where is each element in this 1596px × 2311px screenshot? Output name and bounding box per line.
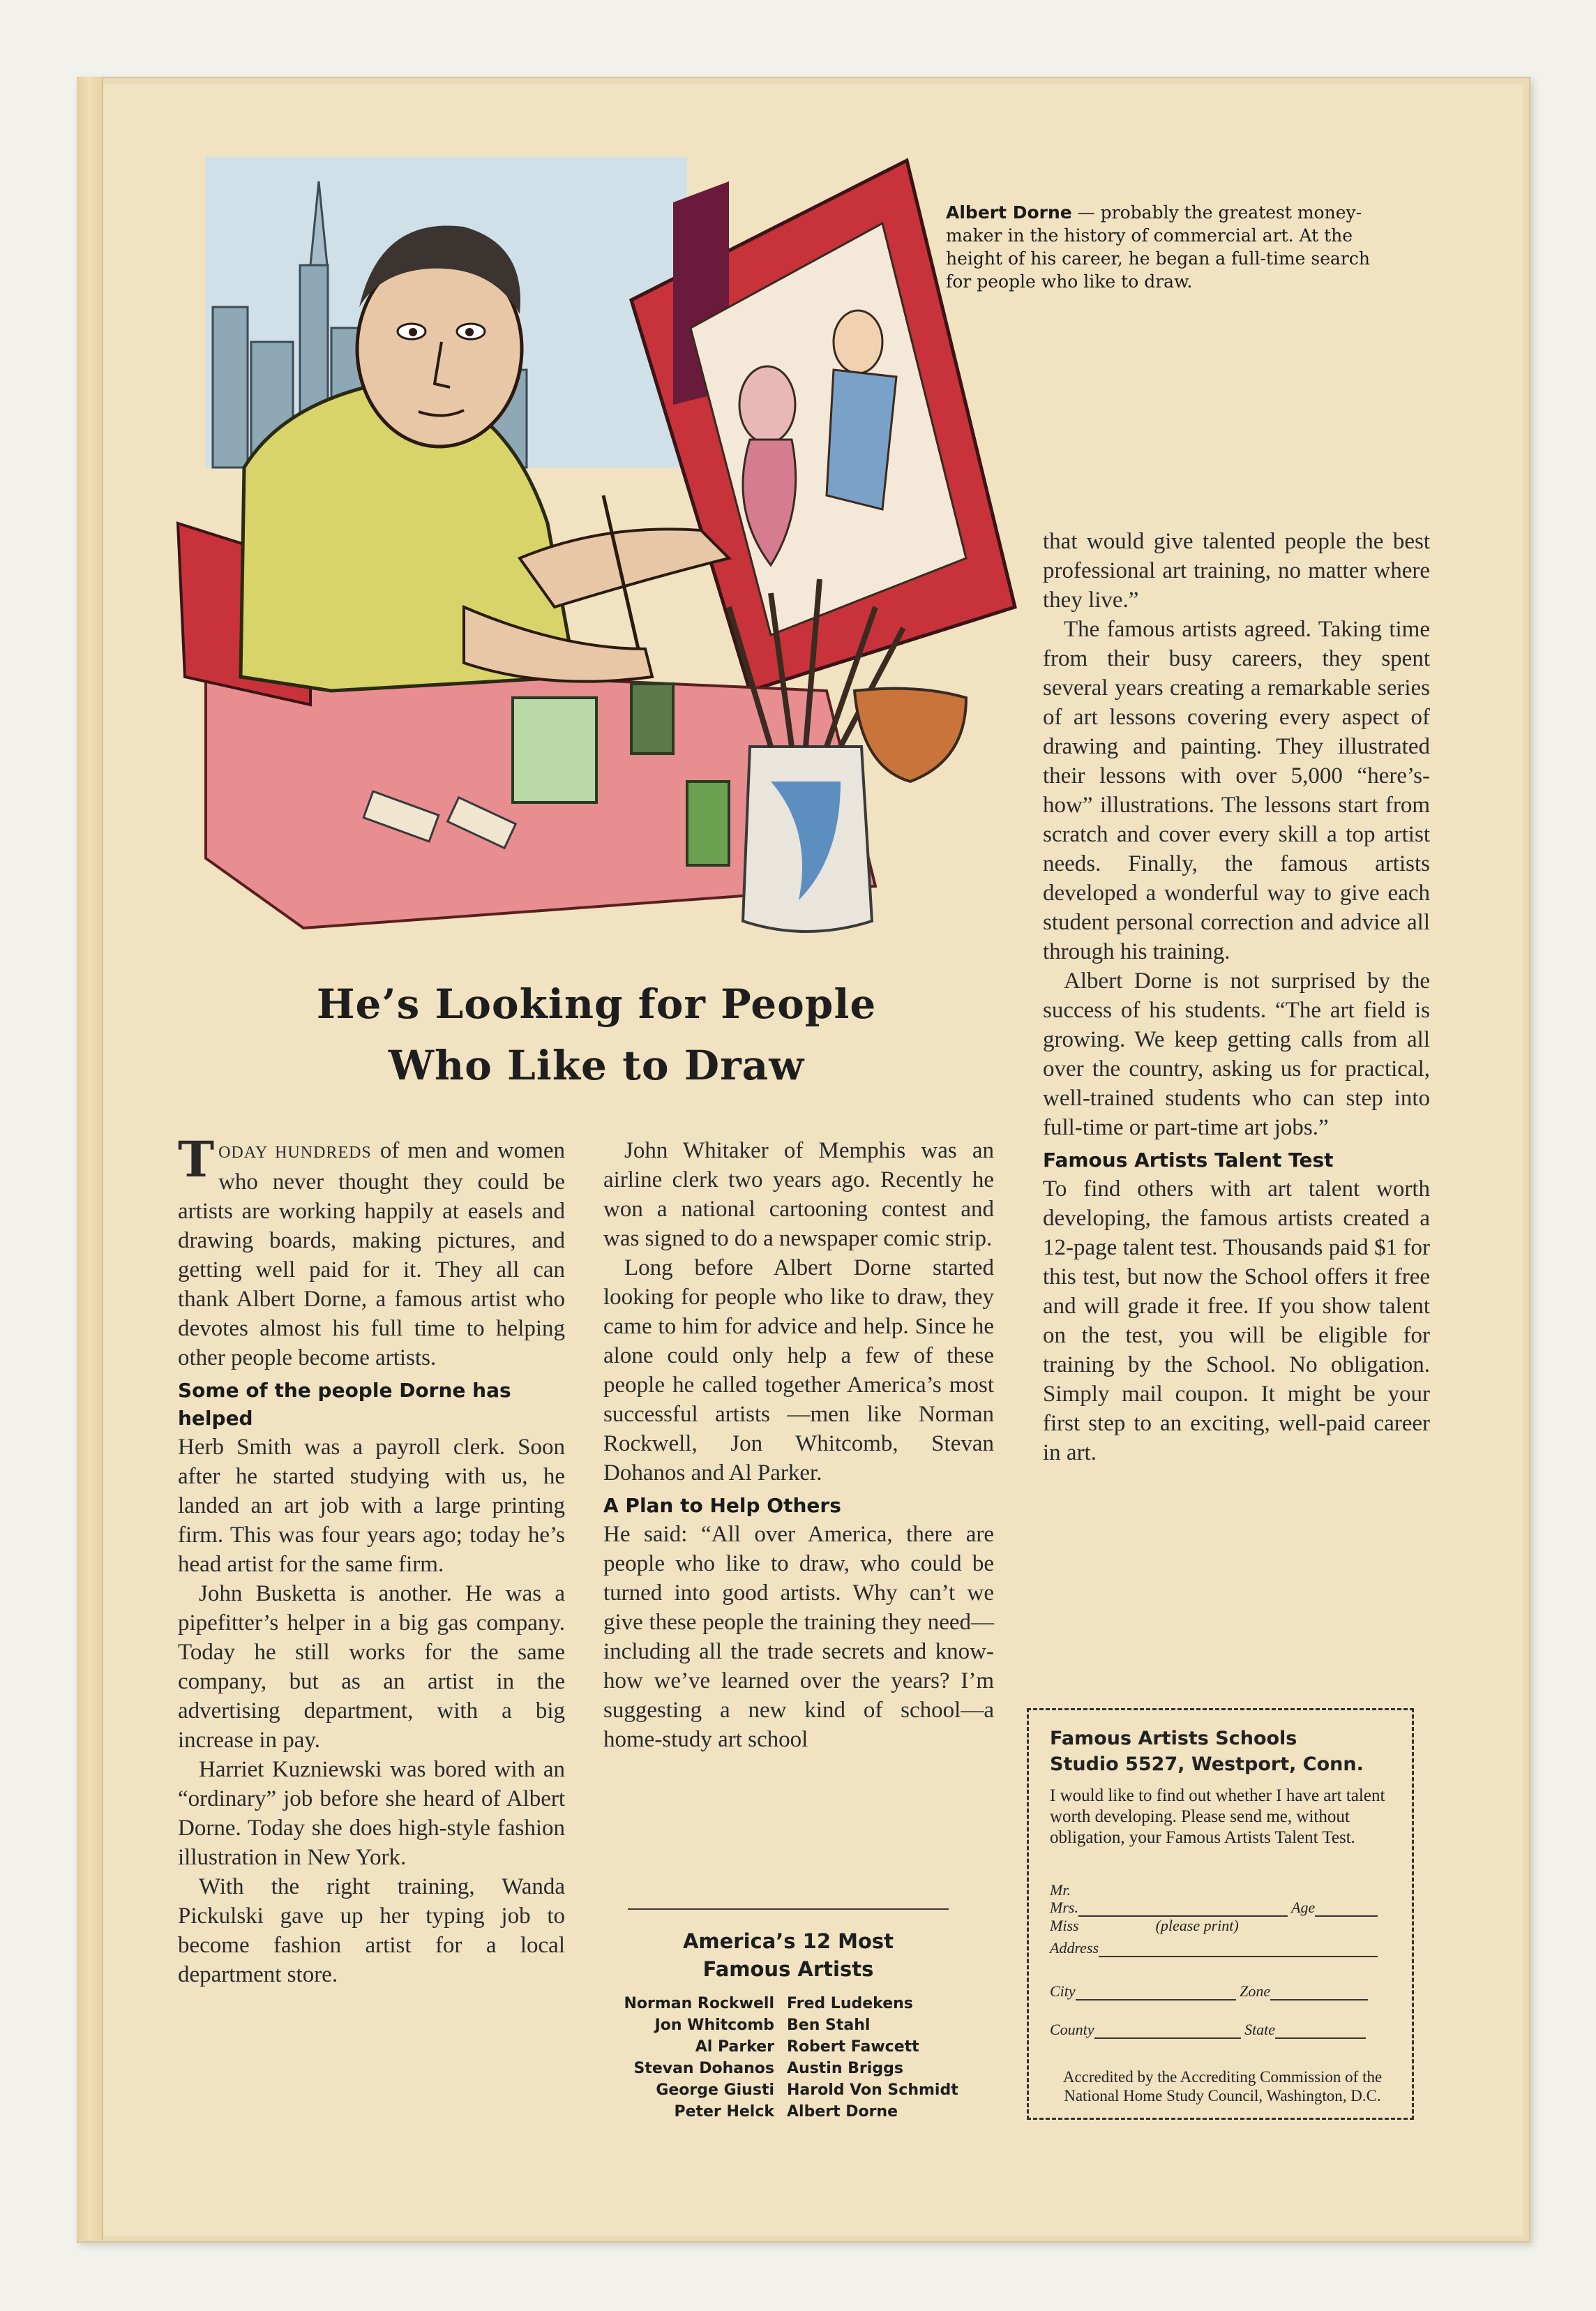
caption-name: Albert Dorne [946, 202, 1072, 223]
paragraph: John Busketta is another. He was a pipefitter’s helper in a big gas company. Today he still works for the same company, but as an artist in the advertising department, with a big increase in pay. [178, 1581, 565, 1753]
paragraph: Herb Smith was a payroll clerk. Soon after he started studying with us, he landed an art job with a large printing firm. This was four years ago; today he’s head artist for the same firm. [178, 1435, 565, 1577]
artist-name: Harold Von Schmidt [787, 2081, 958, 2099]
list-item [589, 2101, 980, 2123]
field-county[interactable] [1050, 2021, 1366, 2039]
artist-name: George Giusti [656, 2081, 774, 2099]
artist-name: Jon Whitcomb [654, 2017, 774, 2034]
accreditation-note: Accredited by the Accrediting Commission of the National Home Study Council, Washington, D.C. [1062, 2068, 1383, 2104]
coupon-school: Famous Artists Schools [1050, 1728, 1297, 1749]
field-address[interactable] [1050, 1939, 1378, 1957]
page-spine [77, 77, 103, 2240]
age-line[interactable] [1315, 1900, 1378, 1917]
headline-line2: Who Like to Draw [388, 1042, 805, 1089]
paragraph: Harriet Kuzniewski was bored with an “ordinary” job before she heard of Albert Dorne. Today she does high-style fashion illustration in New York. [178, 1757, 565, 1870]
list-item [589, 1993, 980, 2014]
list-item [589, 2014, 980, 2036]
field-mrs[interactable] [1050, 1899, 1378, 1917]
article-column-3 [1043, 527, 1430, 1467]
field-label: Zone [1240, 1982, 1271, 2000]
field-label: Mr. [1050, 1881, 1071, 1899]
paragraph: To find others with art talent worth developing, the famous artists created a 12-page talent test. Thousands paid $1 for this test, but now the School offers it free and will grade it free. If you show talent on the test, you will be eligible for training by the School. No obligation. Simply mail coupon. It might be your first step to an exciting, well-paid career in art. [1043, 1176, 1430, 1465]
subhead-people-helped: Some of the people Dorne has helped [178, 1379, 511, 1430]
please-print-note: (please print) [1155, 1917, 1239, 1934]
paragraph: He said: “All over America, there are people who like to draw, who could be turned into good artists. Why can’t we give these people the training they need—including all the trade secrets and know-how we’ve learned over the years? I’m suggesting a new kind of school—a home-study art school [603, 1522, 994, 1752]
artist-name: Albert Dorne [787, 2103, 898, 2121]
county-line[interactable] [1094, 2022, 1241, 2039]
dropcap: T [178, 1130, 215, 1188]
artist-name: Austin Briggs [787, 2060, 903, 2077]
paragraph: Long before Albert Dorne started looking for people who like to draw, they came to him for advice and help. Since he alone could only help a few of these people he called together America’s most successful artists —men like Norman Rockwell, Jon Whitcomb, Stevan Dohanos and Al Parker. [603, 1255, 994, 1486]
address-line[interactable] [1099, 1940, 1378, 1957]
paragraph: With the right training, Wanda Pickulski gave up her typing job to become fashion artist for a local department store. [178, 1874, 565, 1987]
subhead-talent-test: Famous Artists Talent Test [1043, 1149, 1334, 1172]
list-item [589, 2058, 980, 2079]
artists-title-line2: Famous Artists [702, 1957, 874, 1981]
illustration-caption [946, 201, 1392, 293]
headline [202, 973, 991, 1096]
artist-name: Peter Helck [674, 2103, 774, 2121]
intro-text: of men and women who never thought they could be artists are working happily at easels and drawing boards, making pictures, and getting well paid for it. They all can thank Albert Dorne, a famous artist who devotes almost his full time to helping other people become artists. [178, 1138, 565, 1370]
field-label: Mrs. [1050, 1899, 1078, 1916]
headline-line1: He’s Looking for People [316, 980, 877, 1028]
zone-line[interactable] [1270, 1984, 1368, 2000]
field-label: County [1050, 2021, 1094, 2038]
field-line[interactable] [1078, 1900, 1288, 1917]
artist-name: Stevan Dohanos [633, 2060, 774, 2077]
artists-title [607, 1927, 970, 1983]
intro-smallcaps: ODAY HUNDREDS [218, 1144, 372, 1162]
artists-title-line1: America’s 12 Most [682, 1929, 894, 1953]
paragraph: John Whitaker of Memphis was an airline clerk two years ago. Recently he won a national cartooning contest and was signed to do a newspaper comic strip. [603, 1138, 994, 1251]
field-city[interactable] [1050, 1982, 1368, 2000]
paragraph: that would give talented people the best professional art training, no matter where they live.” [1043, 529, 1430, 613]
artist-name: Robert Fawcett [787, 2038, 919, 2056]
artist-name: Al Parker [695, 2038, 774, 2056]
coupon-studio: Studio 5527, Westport, Conn. [1050, 1753, 1364, 1775]
paragraph: Albert Dorne is not surprised by the success of his students. “The art field is growing. We keep getting calls from all over the country, asking us for practical, well-trained students who can step into full-time or part-time art jobs.” [1043, 968, 1430, 1140]
caption-text: — probably the greatest money-maker in the history of commercial art. At the height of his career, he began a full-time search for people who like to draw. [946, 202, 1370, 292]
city-line[interactable] [1076, 1984, 1236, 2000]
state-line[interactable] [1275, 2022, 1366, 2039]
field-miss[interactable] [1050, 1917, 1239, 1935]
field-label: State [1244, 2021, 1276, 2038]
mail-coupon[interactable] [1027, 1708, 1414, 2120]
artist-illustration [101, 77, 1032, 935]
divider [628, 1908, 949, 1910]
coupon-text: I would like to find out whether I have art talent worth developing. Please send me, without obligation, your Famous Artists Talent Test. [1050, 1786, 1385, 1847]
list-item [589, 2036, 980, 2058]
artist-name: Fred Ludekens [787, 1995, 913, 2012]
list-item [589, 2079, 980, 2101]
artist-name: Ben Stahl [787, 2017, 871, 2034]
artists-list [589, 1993, 980, 2123]
article-column-1 [178, 1130, 565, 1989]
article-column-2 [603, 1136, 994, 1754]
field-label: Miss [1050, 1917, 1079, 1934]
artist-name: Norman Rockwell [624, 1995, 774, 2012]
field-label: Age [1291, 1899, 1316, 1916]
subhead-plan: A Plan to Help Others [603, 1494, 841, 1517]
field-mr[interactable] [1050, 1881, 1071, 1899]
field-label: City [1050, 1982, 1076, 2000]
paragraph-intro [178, 1130, 565, 1373]
field-label: Address [1050, 1939, 1099, 1957]
paragraph: The famous artists agreed. Taking time from their busy careers, they spent several years creating a remarkable series of art lessons covering every aspect of drawing and painting. They illustrated their lessons with over 5,000 “here’s-how” illustrations. The lessons start from scratch and cover every skill a top artist needs. Finally, the famous artists developed a wonderful way to give each student personal correction and advice all through his training. [1043, 617, 1430, 964]
